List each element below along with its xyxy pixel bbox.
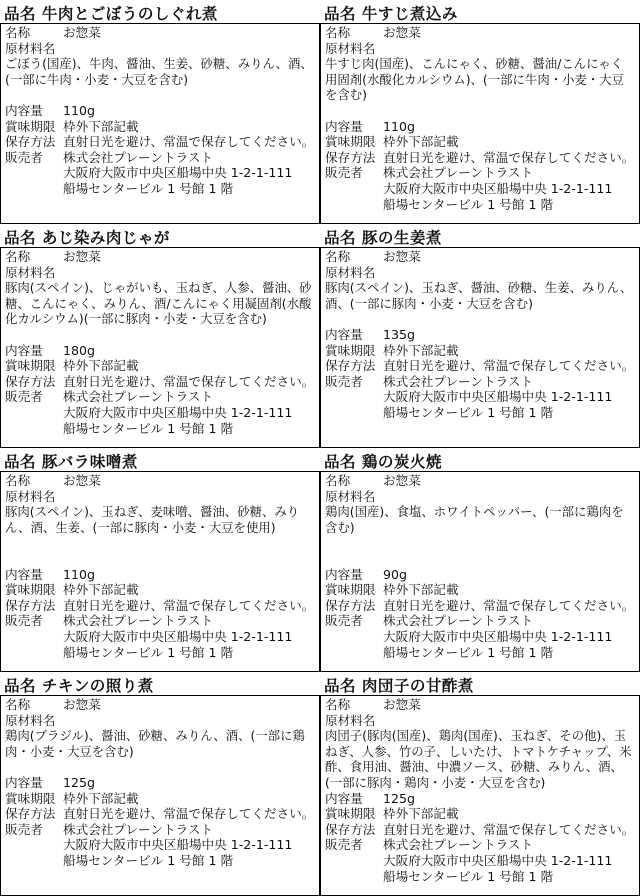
label-box — [320, 471, 640, 672]
volume-key: 内容量 — [325, 118, 363, 134]
address-line-2: 船場センタービル 1 号館 1 階 — [63, 852, 234, 868]
name-key: 名称 — [5, 249, 31, 264]
ingredients-key: 原材料名 — [325, 40, 376, 56]
storage-key: 保存方法 — [5, 806, 56, 822]
address-line-2: 船場センタービル 1 号館 1 階 — [383, 644, 554, 660]
ingredients-key: 原材料名 — [5, 712, 56, 728]
expiry-value: 枠外下部記載 — [383, 582, 459, 598]
address-line-1: 大阪府大阪市中央区船場中央 1-2-1-111 — [63, 404, 293, 420]
ingredients-text: 豚肉(スペイン)、玉ねぎ、醤油、砂糖、生姜、みりん、酒、(一部に豚肉・小麦・大豆を含む) — [325, 280, 633, 311]
seller-key: 販売者 — [5, 149, 43, 165]
expiry-value: 枠外下部記載 — [383, 806, 459, 822]
product-title: 品名 豚バラ味噌煮 — [4, 453, 138, 471]
product-label — [0, 672, 320, 896]
product-title: 品名 豚の生姜煮 — [324, 229, 442, 247]
product-title: 品名 あじ染み肉じゃが — [4, 229, 170, 247]
seller-name: 株式会社プレーントラスト — [383, 613, 533, 629]
label-box — [320, 695, 640, 896]
storage-value: 直射日光を避け、常温で保存してください。 — [383, 358, 635, 374]
volume-value: 110g — [383, 118, 416, 134]
volume-key: 内容量 — [325, 566, 363, 582]
storage-value: 直射日光を避け、常温で保存してください。 — [63, 597, 315, 613]
product-title: 品名 牛すじ煮込み — [324, 5, 458, 23]
ingredients-text: 肉団子(豚肉(国産)、鶏肉(国産)、玉ねぎ、その他)、玉ねぎ、人参、竹の子、しいたけ、トマトケチャップ、米酢、食用油、醤油、中濃ソース、砂糖、みりん、酒、(一部に豚肉・鶏肉・小麦・大豆を含む) — [325, 728, 632, 790]
volume-value: 90g — [383, 566, 408, 582]
volume-value: 110g — [63, 102, 96, 118]
seller-key: 販売者 — [325, 613, 363, 629]
seller-key: 販売者 — [5, 821, 43, 837]
volume-key: 内容量 — [5, 102, 43, 118]
seller-name: 株式会社プレーントラスト — [383, 373, 533, 389]
expiry-key: 賞味期限 — [5, 790, 56, 806]
volume-key: 内容量 — [5, 566, 43, 582]
label-box — [0, 471, 320, 672]
storage-key: 保存方法 — [325, 358, 376, 374]
ingredients-key: 原材料名 — [325, 712, 376, 728]
product-title: 品名 牛肉とごぼうのしぐれ煮 — [4, 5, 218, 23]
expiry-value: 枠外下部記載 — [63, 118, 139, 134]
storage-key: 保存方法 — [5, 134, 56, 150]
name-value: お惣菜 — [383, 249, 421, 264]
volume-value: 125g — [383, 790, 416, 806]
ingredients-key: 原材料名 — [325, 264, 376, 280]
product-label — [320, 448, 640, 672]
label-box — [320, 247, 640, 448]
storage-value: 直射日光を避け、常温で保存してください。 — [383, 821, 635, 837]
address-line-2: 船場センタービル 1 号館 1 階 — [63, 420, 234, 436]
expiry-key: 賞味期限 — [325, 582, 376, 598]
ingredients-text: 豚肉(スペイン)、玉ねぎ、麦味噌、醤油、砂糖、みりん、酒、生姜、(一部に豚肉・小麦・大豆を使用) — [5, 504, 300, 535]
storage-key: 保存方法 — [325, 597, 376, 613]
name-value: お惣菜 — [63, 249, 101, 264]
name-key: 名称 — [325, 697, 351, 712]
product-title: 品名 肉団子の甘酢煮 — [324, 677, 474, 695]
address-line-1: 大阪府大阪市中央区船場中央 1-2-1-111 — [383, 180, 613, 196]
seller-name: 株式会社プレーントラスト — [63, 613, 213, 629]
seller-key: 販売者 — [5, 613, 43, 629]
address-line-2: 船場センタービル 1 号館 1 階 — [63, 180, 234, 196]
expiry-key: 賞味期限 — [325, 134, 376, 150]
seller-name: 株式会社プレーントラスト — [383, 837, 533, 853]
expiry-key: 賞味期限 — [325, 806, 376, 822]
seller-key: 販売者 — [325, 165, 363, 181]
storage-key: 保存方法 — [325, 821, 376, 837]
product-label — [0, 448, 320, 672]
ingredients-text: 牛すじ肉(国産)、こんにゃく、砂糖、醤油/こんにゃく用固剤(水酸化カルシウム)、(一部に牛肉・小麦・大豆を含む) — [325, 56, 625, 103]
address-line-2: 船場センタービル 1 号館 1 階 — [383, 404, 554, 420]
storage-key: 保存方法 — [5, 597, 56, 613]
volume-value: 110g — [63, 566, 96, 582]
expiry-value: 枠外下部記載 — [63, 790, 139, 806]
product-label — [0, 0, 320, 224]
product-label — [320, 0, 640, 224]
name-value: お惣菜 — [383, 473, 421, 488]
name-value: お惣菜 — [383, 25, 421, 40]
product-title: 品名 チキンの照り煮 — [4, 677, 154, 695]
address-line-2: 船場センタービル 1 号館 1 階 — [383, 196, 554, 212]
label-box — [0, 247, 320, 448]
storage-value: 直射日光を避け、常温で保存してください。 — [383, 597, 635, 613]
ingredients-key: 原材料名 — [5, 488, 56, 504]
expiry-value: 枠外下部記載 — [383, 342, 459, 358]
product-label — [320, 672, 640, 896]
storage-key: 保存方法 — [5, 373, 56, 389]
seller-key: 販売者 — [325, 837, 363, 853]
volume-key: 内容量 — [325, 326, 363, 342]
product-label — [0, 224, 320, 448]
label-box — [320, 23, 640, 224]
ingredients-key: 原材料名 — [5, 40, 56, 56]
ingredients-key: 原材料名 — [325, 488, 376, 504]
address-line-1: 大阪府大阪市中央区船場中央 1-2-1-111 — [383, 389, 613, 405]
volume-value: 135g — [383, 326, 416, 342]
volume-key: 内容量 — [325, 790, 363, 806]
seller-name: 株式会社プレーントラスト — [383, 165, 533, 181]
expiry-value: 枠外下部記載 — [383, 134, 459, 150]
volume-key: 内容量 — [5, 342, 43, 358]
volume-value: 180g — [63, 342, 96, 358]
seller-key: 販売者 — [325, 373, 363, 389]
seller-name: 株式会社プレーントラスト — [63, 149, 213, 165]
storage-value: 直射日光を避け、常温で保存してください。 — [63, 806, 315, 822]
name-key: 名称 — [325, 249, 351, 264]
ingredients-text: 鶏肉(ブラジル)、醤油、砂糖、みりん、酒、(一部に鶏肉・小麦・大豆を含む) — [5, 728, 305, 759]
address-line-1: 大阪府大阪市中央区船場中央 1-2-1-111 — [63, 165, 293, 181]
product-title: 品名 鶏の炭火焼 — [324, 453, 442, 471]
product-label — [320, 224, 640, 448]
name-key: 名称 — [325, 25, 351, 40]
storage-value: 直射日光を避け、常温で保存してください。 — [383, 149, 635, 165]
name-value: お惣菜 — [63, 473, 101, 488]
name-key: 名称 — [5, 473, 31, 488]
address-line-2: 船場センタービル 1 号館 1 階 — [383, 868, 554, 884]
ingredients-text: 鶏肉(国産)、食塩、ホワイトペッパー、(一部に鶏肉を含む) — [325, 504, 624, 535]
volume-key: 内容量 — [5, 774, 43, 790]
expiry-key: 賞味期限 — [5, 582, 56, 598]
address-line-1: 大阪府大阪市中央区船場中央 1-2-1-111 — [63, 628, 293, 644]
address-line-1: 大阪府大阪市中央区船場中央 1-2-1-111 — [383, 852, 613, 868]
expiry-value: 枠外下部記載 — [63, 582, 139, 598]
storage-value: 直射日光を避け、常温で保存してください。 — [63, 373, 315, 389]
address-line-1: 大阪府大阪市中央区船場中央 1-2-1-111 — [63, 837, 293, 853]
name-key: 名称 — [5, 697, 31, 712]
seller-name: 株式会社プレーントラスト — [63, 821, 213, 837]
expiry-key: 賞味期限 — [5, 358, 56, 374]
volume-value: 125g — [63, 774, 96, 790]
seller-key: 販売者 — [5, 389, 43, 405]
name-key: 名称 — [5, 25, 31, 40]
expiry-key: 賞味期限 — [325, 342, 376, 358]
address-line-1: 大阪府大阪市中央区船場中央 1-2-1-111 — [383, 628, 613, 644]
name-value: お惣菜 — [63, 25, 101, 40]
address-line-2: 船場センタービル 1 号館 1 階 — [63, 644, 234, 660]
expiry-value: 枠外下部記載 — [63, 358, 139, 374]
name-value: お惣菜 — [383, 697, 421, 712]
name-value: お惣菜 — [63, 697, 101, 712]
ingredients-text: ごぼう(国産)、牛肉、醤油、生姜、砂糖、みりん、酒、(一部に牛肉・小麦・大豆を含む) — [5, 56, 313, 87]
name-key: 名称 — [325, 473, 351, 488]
label-box — [0, 23, 320, 224]
storage-value: 直射日光を避け、常温で保存してください。 — [63, 134, 315, 150]
seller-name: 株式会社プレーントラスト — [63, 389, 213, 405]
storage-key: 保存方法 — [325, 149, 376, 165]
ingredients-text: 豚肉(スペイン)、じゃがいも、玉ねぎ、人参、醤油、砂糖、こんにゃく、みりん、酒/こんにゃく用凝固剤(水酸化カルシウム)(一部に豚肉・小麦・大豆を含む) — [5, 280, 312, 327]
expiry-key: 賞味期限 — [5, 118, 56, 134]
label-box — [0, 695, 320, 896]
ingredients-key: 原材料名 — [5, 264, 56, 280]
